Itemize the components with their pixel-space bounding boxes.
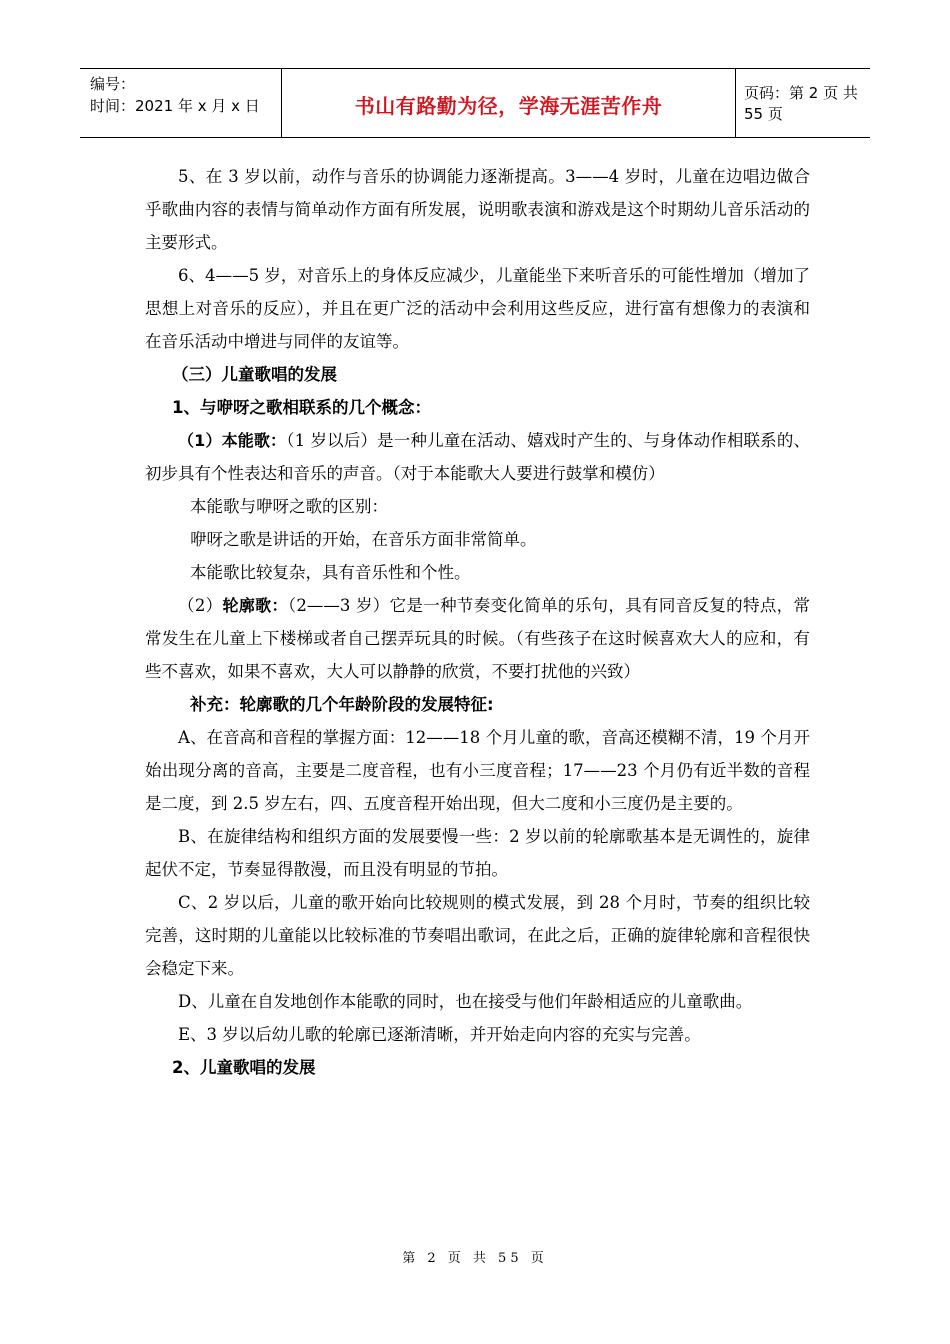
paragraph-c: C、2 岁以后，儿童的歌开始向比较规则的模式发展，到 28 个月时，节奏的组织比较完善，这时期的儿童能以比较标准的节奏唱出歌词，在此之后，正确的旋律轮廓和音程很快会稳定下来。 [145, 893, 810, 978]
instinct-song-term: （1）本能歌： [178, 431, 287, 450]
header-page-code: 页码：第 2 页 共 55 页 [744, 84, 858, 123]
paragraph-e: E、3 岁以后幼儿歌的轮廓已逐渐清晰，并开始走向内容的充实与完善。 [178, 1025, 701, 1044]
instinct-song-paragraph [145, 424, 810, 490]
page-footer: 第 2 页 共 55 页 [402, 1251, 548, 1266]
section-heading-3: （三）儿童歌唱的发展 [172, 365, 337, 384]
page-header [80, 68, 870, 138]
difference-title: 本能歌与咿呀之歌的区别： [190, 497, 388, 516]
date-label: 时间：2021 年 x 月 x 日 [90, 97, 260, 115]
subheading-1: 1、与咿呀之歌相联系的几个概念： [172, 398, 431, 417]
paragraph-d: D、儿童在自发地创作本能歌的同时，也在接受与他们年龄相适应的儿童歌曲。 [178, 992, 753, 1011]
paragraph-a: A、在音高和音程的掌握方面：12——18 个月儿童的歌，音高还模糊不清，19 个月开始出现分离的音高，主要是二度音程，也有小三度音程；17——23 个月仍有近半数的音程是二度，到 2.5 岁左右，四、五度音程开始出现，但大二度和小三度仍是主要的。 [145, 728, 810, 813]
difference-instinct: 本能歌比较复杂，具有音乐性和个性。 [190, 563, 471, 582]
paragraph-6: 6、4——5 岁，对音乐上的身体反应减少，儿童能坐下来听音乐的可能性增加（增加了思想上对音乐的反应），并且在更广泛的活动中会利用这些反应，进行富有想像力的表演和在音乐活动中增进与同伴的友谊等。 [145, 266, 810, 351]
contour-song-paragraph [145, 589, 810, 688]
header-info-cell [80, 69, 282, 137]
paragraph-b: B、在旋律结构和组织方面的发展要慢一些：2 岁以前的轮廓歌基本是无调性的，旋律起伏不定，节奏显得散漫，而且没有明显的节拍。 [145, 827, 810, 879]
difference-babbling: 咿呀之歌是讲话的开始，在音乐方面非常简单。 [190, 530, 537, 549]
supplement-heading: 补充：轮廓歌的几个年龄阶段的发展特征: [190, 695, 494, 714]
subheading-2: 2、儿童歌唱的发展 [172, 1058, 316, 1077]
contour-song-text: （2——3 岁）它是一种节奏变化简单的乐句，具有同音反复的特点，常常发生在儿童上下楼梯或者自己摆弄玩具的时候。（有些孩子在这时候喜欢大人的应和，有些不喜欢，如果不喜欢，大人可以静静的欣赏，不要打扰他的兴致） [145, 596, 810, 681]
instinct-song-text: （1 岁以后）是一种儿童在活动、嬉戏时产生的、与身体动作相联系的、初步具有个性表达和音乐的声音。（对于本能歌大人要进行鼓掌和模仿） [145, 431, 810, 483]
document-body [145, 160, 810, 1084]
contour-song-number: （2） [178, 596, 223, 615]
header-motto: 书山有路勤为径，学海无涯苦作舟 [282, 69, 736, 137]
contour-song-term: 轮廓歌： [222, 596, 288, 615]
number-label: 编号： [90, 75, 136, 93]
paragraph-5: 5、在 3 岁以前，动作与音乐的协调能力逐渐提高。3——4 岁时，儿童在边唱边做合乎歌曲内容的表情与简单动作方面有所发展，说明歌表演和游戏是这个时期幼儿音乐活动的主要形式。 [145, 167, 810, 252]
